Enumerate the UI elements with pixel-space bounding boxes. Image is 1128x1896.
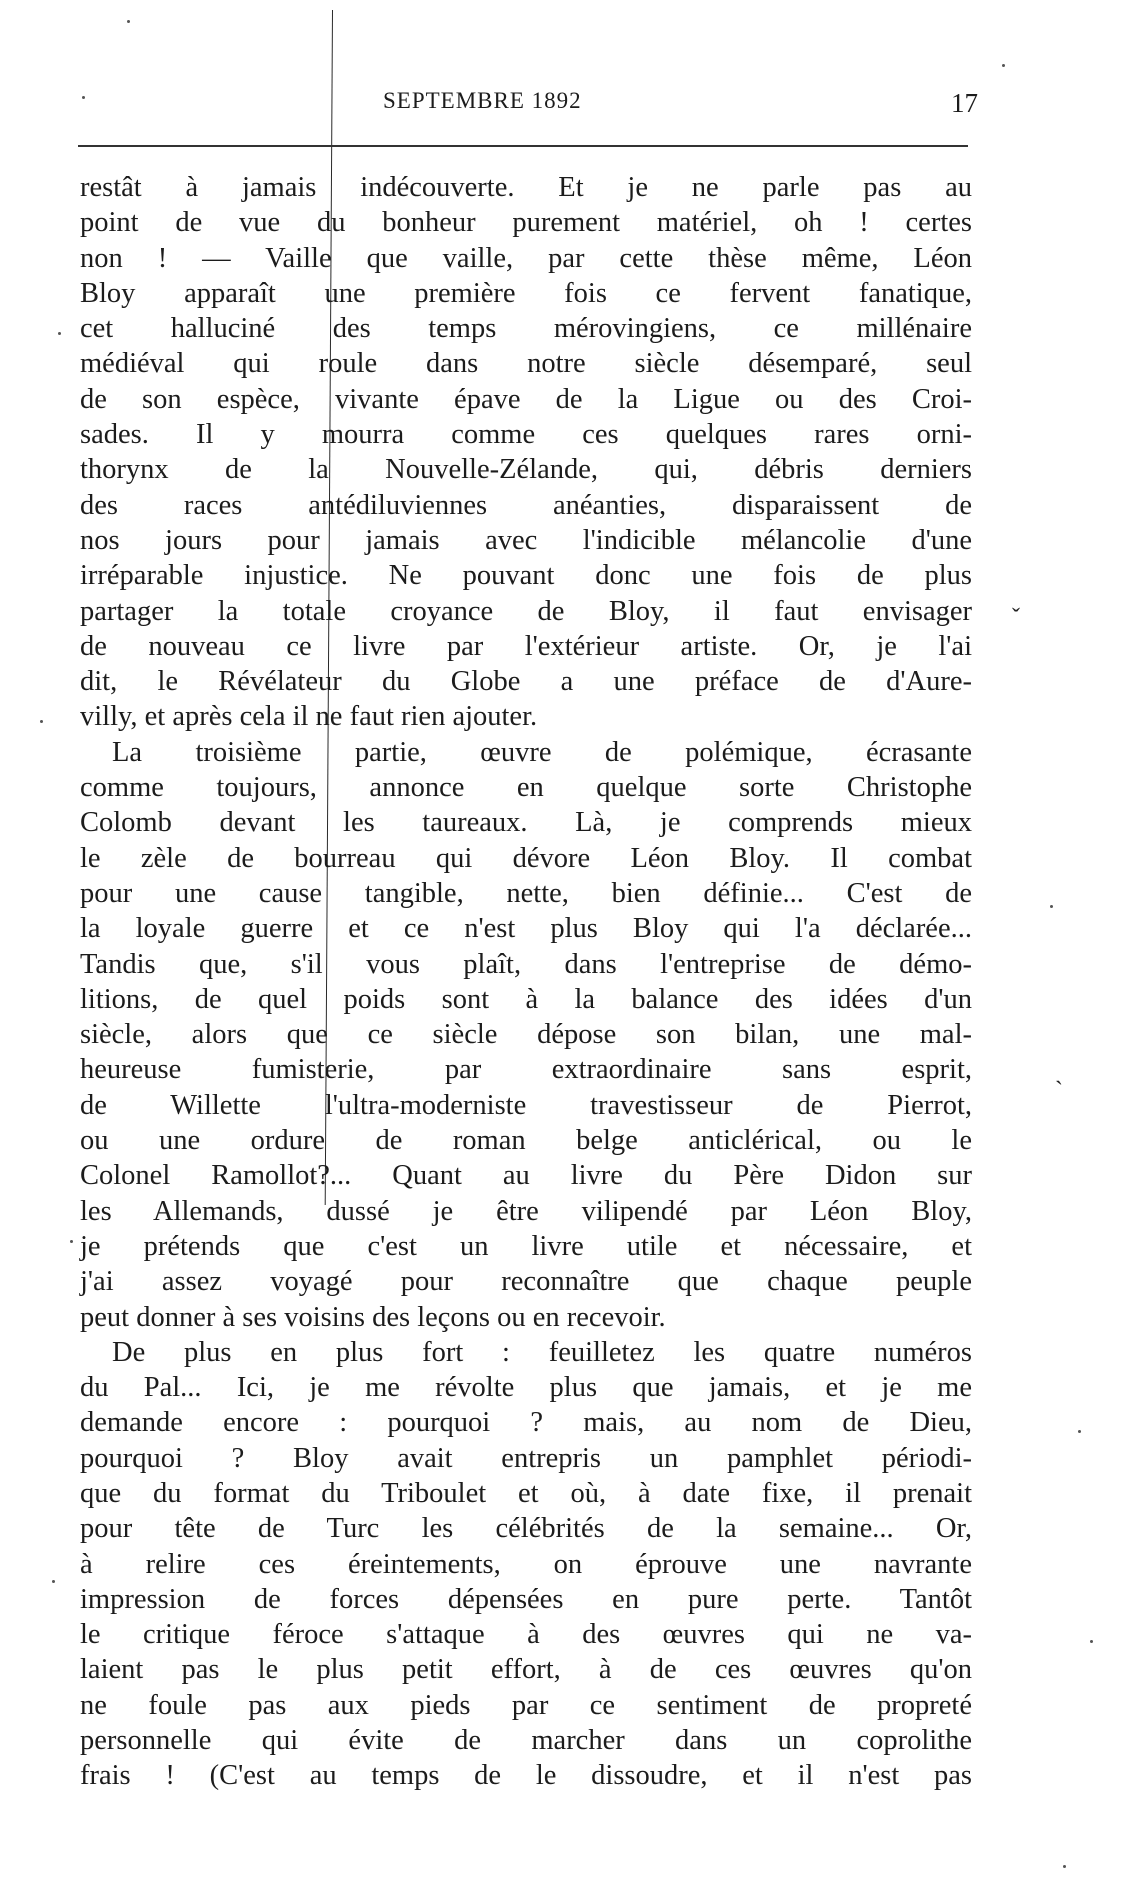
text-line: frais ! (C'est au temps de le dissoudre, et il n'est pas: [80, 1760, 972, 1792]
text-line: de Willette l'ultra-moderniste travestisseur de Pierrot,: [80, 1089, 972, 1121]
text-line: La troisième partie, œuvre de polémique, écrasante: [112, 736, 972, 768]
text-line: partager la totale croyance de Bloy, il faut envisager: [80, 595, 972, 627]
scan-speck: [82, 96, 85, 99]
text-line: ne foule pas aux pieds par ce sentiment de propreté: [80, 1689, 972, 1721]
text-line: sades. Il y mourra comme ces quelques rares orni-: [80, 419, 972, 451]
text-line: point de vue du bonheur purement matériel, oh ! certes: [80, 207, 972, 239]
text-line: demande encore : pourquoi ? mais, au nom de Dieu,: [80, 1407, 972, 1439]
text-line: que du format du Triboulet et où, à date fixe, il prenait: [80, 1477, 972, 1509]
text-line: restât à jamais indécouverte. Et je ne parle pas au: [80, 172, 972, 203]
text-line: je prétends que c'est un livre utile et nécessaire, et: [80, 1230, 972, 1262]
scan-mark: ˋ: [1055, 1078, 1063, 1104]
text-line: peut donner à ses voisins des leçons ou en recevoir.: [80, 1301, 666, 1333]
body-text: [80, 170, 972, 1794]
scan-speck: [58, 332, 61, 335]
text-line: Colomb devant les taureaux. Là, je comprends mieux: [80, 807, 972, 839]
text-line: thorynx de la Nouvelle-Zélande, qui, débris derniers: [80, 454, 972, 486]
text-line: comme toujours, annonce en quelque sorte Christophe: [80, 772, 972, 804]
text-line: pour tête de Turc les célébrités de la semaine... Or,: [80, 1513, 972, 1545]
text-line: non ! — Vaille que vaille, par cette thèse même, Léon: [80, 242, 972, 274]
text-line: Bloy apparaît une première fois ce fervent fanatique,: [80, 277, 972, 309]
text-line: siècle, alors que ce siècle dépose son bilan, une mal-: [80, 1019, 972, 1051]
text-line: personnelle qui évite de marcher dans un coprolithe: [80, 1725, 972, 1757]
text-line: heureuse fumisterie, par extraordinaire sans esprit,: [80, 1054, 972, 1086]
text-line: Tandis que, s'il vous plaît, dans l'entreprise de démo-: [80, 948, 972, 980]
text-line: le zèle de bourreau qui dévore Léon Bloy. Il combat: [80, 842, 972, 874]
text-line: villy, et après cela il ne faut rien ajouter.: [80, 701, 538, 733]
scan-speck: [1063, 1865, 1066, 1868]
text-line: laient pas le plus petit effort, à de ces œuvres qu'on: [80, 1654, 972, 1686]
scan-speck: [1078, 1430, 1081, 1433]
text-line: cet halluciné des temps mérovingiens, ce millénaire: [80, 313, 972, 345]
text-line: pour une cause tangible, nette, bien définie... C'est de: [80, 877, 972, 909]
text-line: j'ai assez voyagé pour reconnaître que chaque peuple: [80, 1266, 972, 1298]
running-head: SEPTEMBRE 1892: [383, 88, 582, 113]
page-number: 17: [951, 88, 978, 118]
scan-speck: [127, 20, 130, 23]
text-line: du Pal... Ici, je me révolte plus que jamais, et je me: [80, 1372, 972, 1404]
scan-mark: ˇ: [1012, 605, 1020, 631]
text-line: nos jours pour jamais avec l'indicible mélancolie d'une: [80, 524, 972, 556]
scan-speck: [52, 1580, 55, 1583]
text-line: litions, de quel poids sont à la balance des idées d'un: [80, 983, 972, 1015]
text-line: à relire ces éreintements, on éprouve une navrante: [80, 1548, 972, 1580]
text-line: la loyale guerre et ce n'est plus Bloy qui l'a déclarée...: [80, 913, 972, 945]
scan-speck: [1050, 905, 1053, 908]
scan-speck: [1002, 64, 1005, 67]
text-line: De plus en plus fort : feuilletez les quatre numéros: [112, 1336, 972, 1368]
text-line: de son espèce, vivante épave de la Ligue ou des Croi-: [80, 383, 972, 415]
page-header: [78, 88, 978, 128]
text-line: irréparable injustice. Ne pouvant donc une fois de plus: [80, 560, 972, 592]
text-line: impression de forces dépensées en pure perte. Tantôt: [80, 1583, 972, 1615]
text-line: dit, le Révélateur du Globe a une préface de d'Aure-: [80, 666, 972, 698]
text-line: le critique féroce s'attaque à des œuvres qui ne va-: [80, 1619, 972, 1651]
text-line: médiéval qui roule dans notre siècle désemparé, seul: [80, 348, 972, 380]
text-line: les Allemands, dussé je être vilipendé par Léon Bloy,: [80, 1195, 972, 1227]
text-line: ou une ordure de roman belge anticlérical, ou le: [80, 1125, 972, 1157]
scan-speck: [70, 1240, 73, 1243]
text-line: Colonel Ramollot?... Quant au livre du Père Didon sur: [80, 1160, 972, 1192]
text-line: pourquoi ? Bloy avait entrepris un pamphlet périodi-: [80, 1442, 972, 1474]
text-line: des races antédiluviennes anéanties, disparaissent de: [80, 489, 972, 521]
text-line: de nouveau ce livre par l'extérieur artiste. Or, je l'ai: [80, 630, 972, 662]
scan-speck: [1090, 1640, 1093, 1643]
scan-speck: [40, 720, 43, 723]
header-rule: [78, 145, 968, 147]
